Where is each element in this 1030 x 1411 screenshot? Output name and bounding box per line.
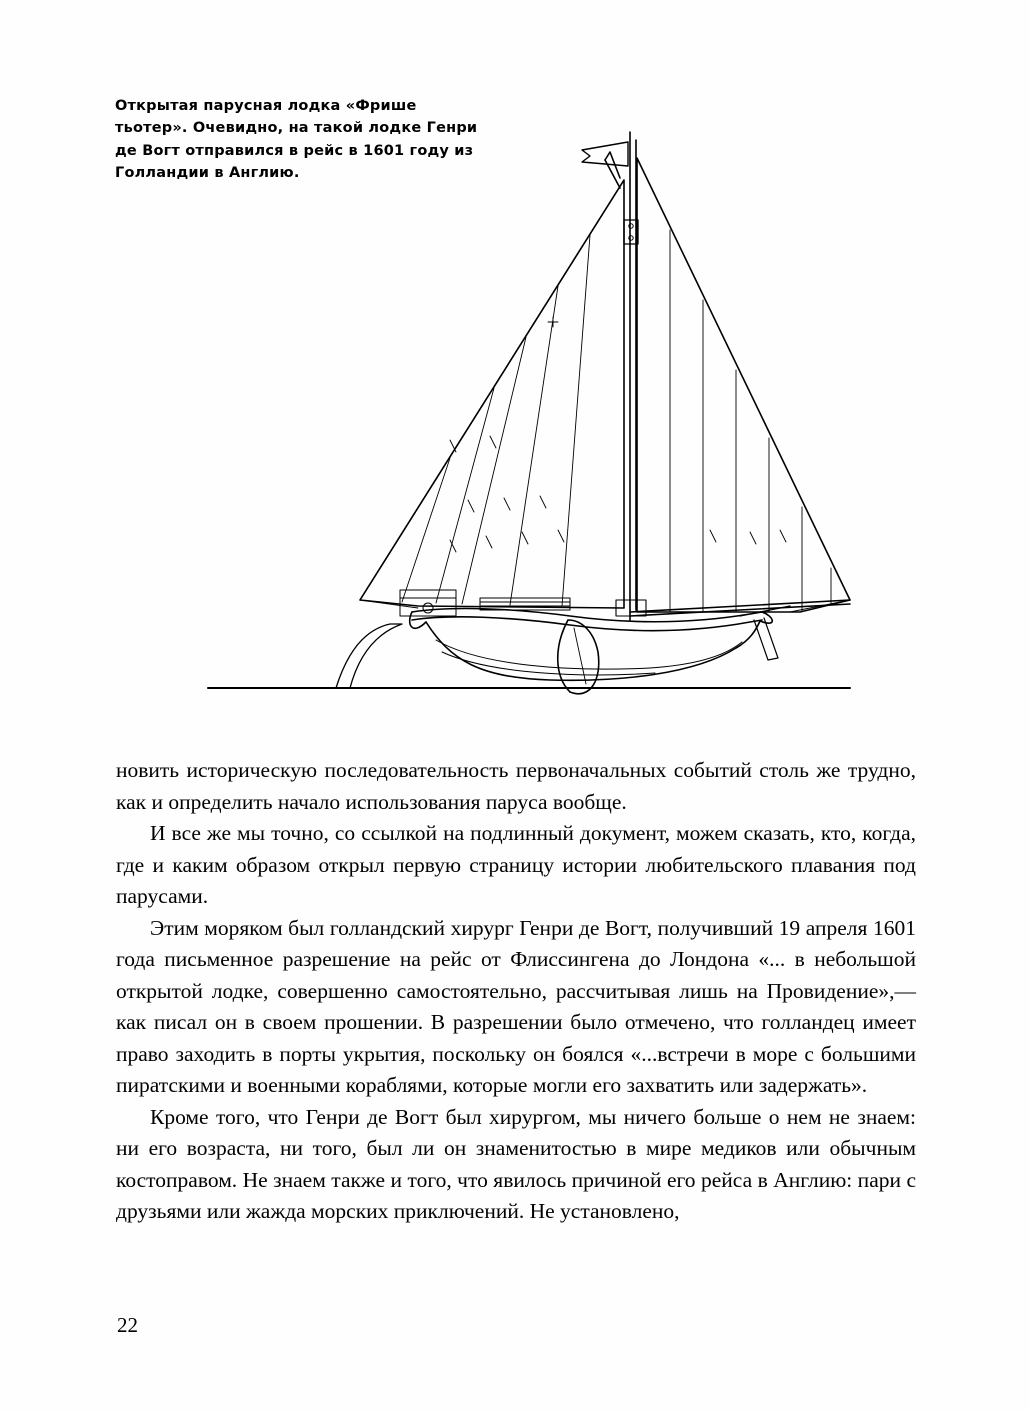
paragraph-1: новить историческую последовательность первоначальных событий столь же трудно, как и определить начало использования паруса вообще. <box>116 758 916 814</box>
caption-line-4: Голландии в Англию. <box>115 165 300 182</box>
caption-line-2: тьотер». Очевидно, на такой лодке Генри <box>115 120 478 137</box>
paragraph-4: Кроме того, что Генри де Вогт был хирургом, мы ничего больше о нем не знаем: ни его возраста, ни того, был ли он знаменитостью в мире медиков или обычным костоправом. Не знаем также и того, что явилось причиной его рейса в Англию: пари с друзьями или жажда морских приключений. Не установлено, <box>116 1104 916 1223</box>
caption-line-3: де Вогт отправился в рейс в 1601 году из <box>115 142 474 159</box>
caption-line-1: Открытая парусная лодка «Фрише <box>115 98 417 114</box>
sailing-boat-line-drawing <box>150 100 910 720</box>
paragraph-2: И все же мы точно, со ссылкой на подлинный документ, можем сказать, кто, когда, где и каким образом открыл первую страницу истории любительского плавания под парусами. <box>116 821 916 908</box>
body-text <box>116 755 916 1228</box>
page-number: 22 <box>117 1313 138 1337</box>
paragraph-3: Этим моряком был голландский хирург Генри де Вогт, получивший 19 апреля 1601 года письменное разрешение на рейс от Флиссингена до Лондона «... в небольшой открытой лодке, совершенно самостоятельно, рассчитывая лишь на Провидение»,— как писал он в своем прошении. В разрешении было отмечено, что голландец имеет право заходить в порты укрытия, поскольку он боялся «...встречи в море с большими пиратскими и военными кораблями, которые могли его захватить или задержать». <box>116 915 916 1097</box>
illustration-container <box>150 100 910 720</box>
figure-caption <box>115 95 545 185</box>
